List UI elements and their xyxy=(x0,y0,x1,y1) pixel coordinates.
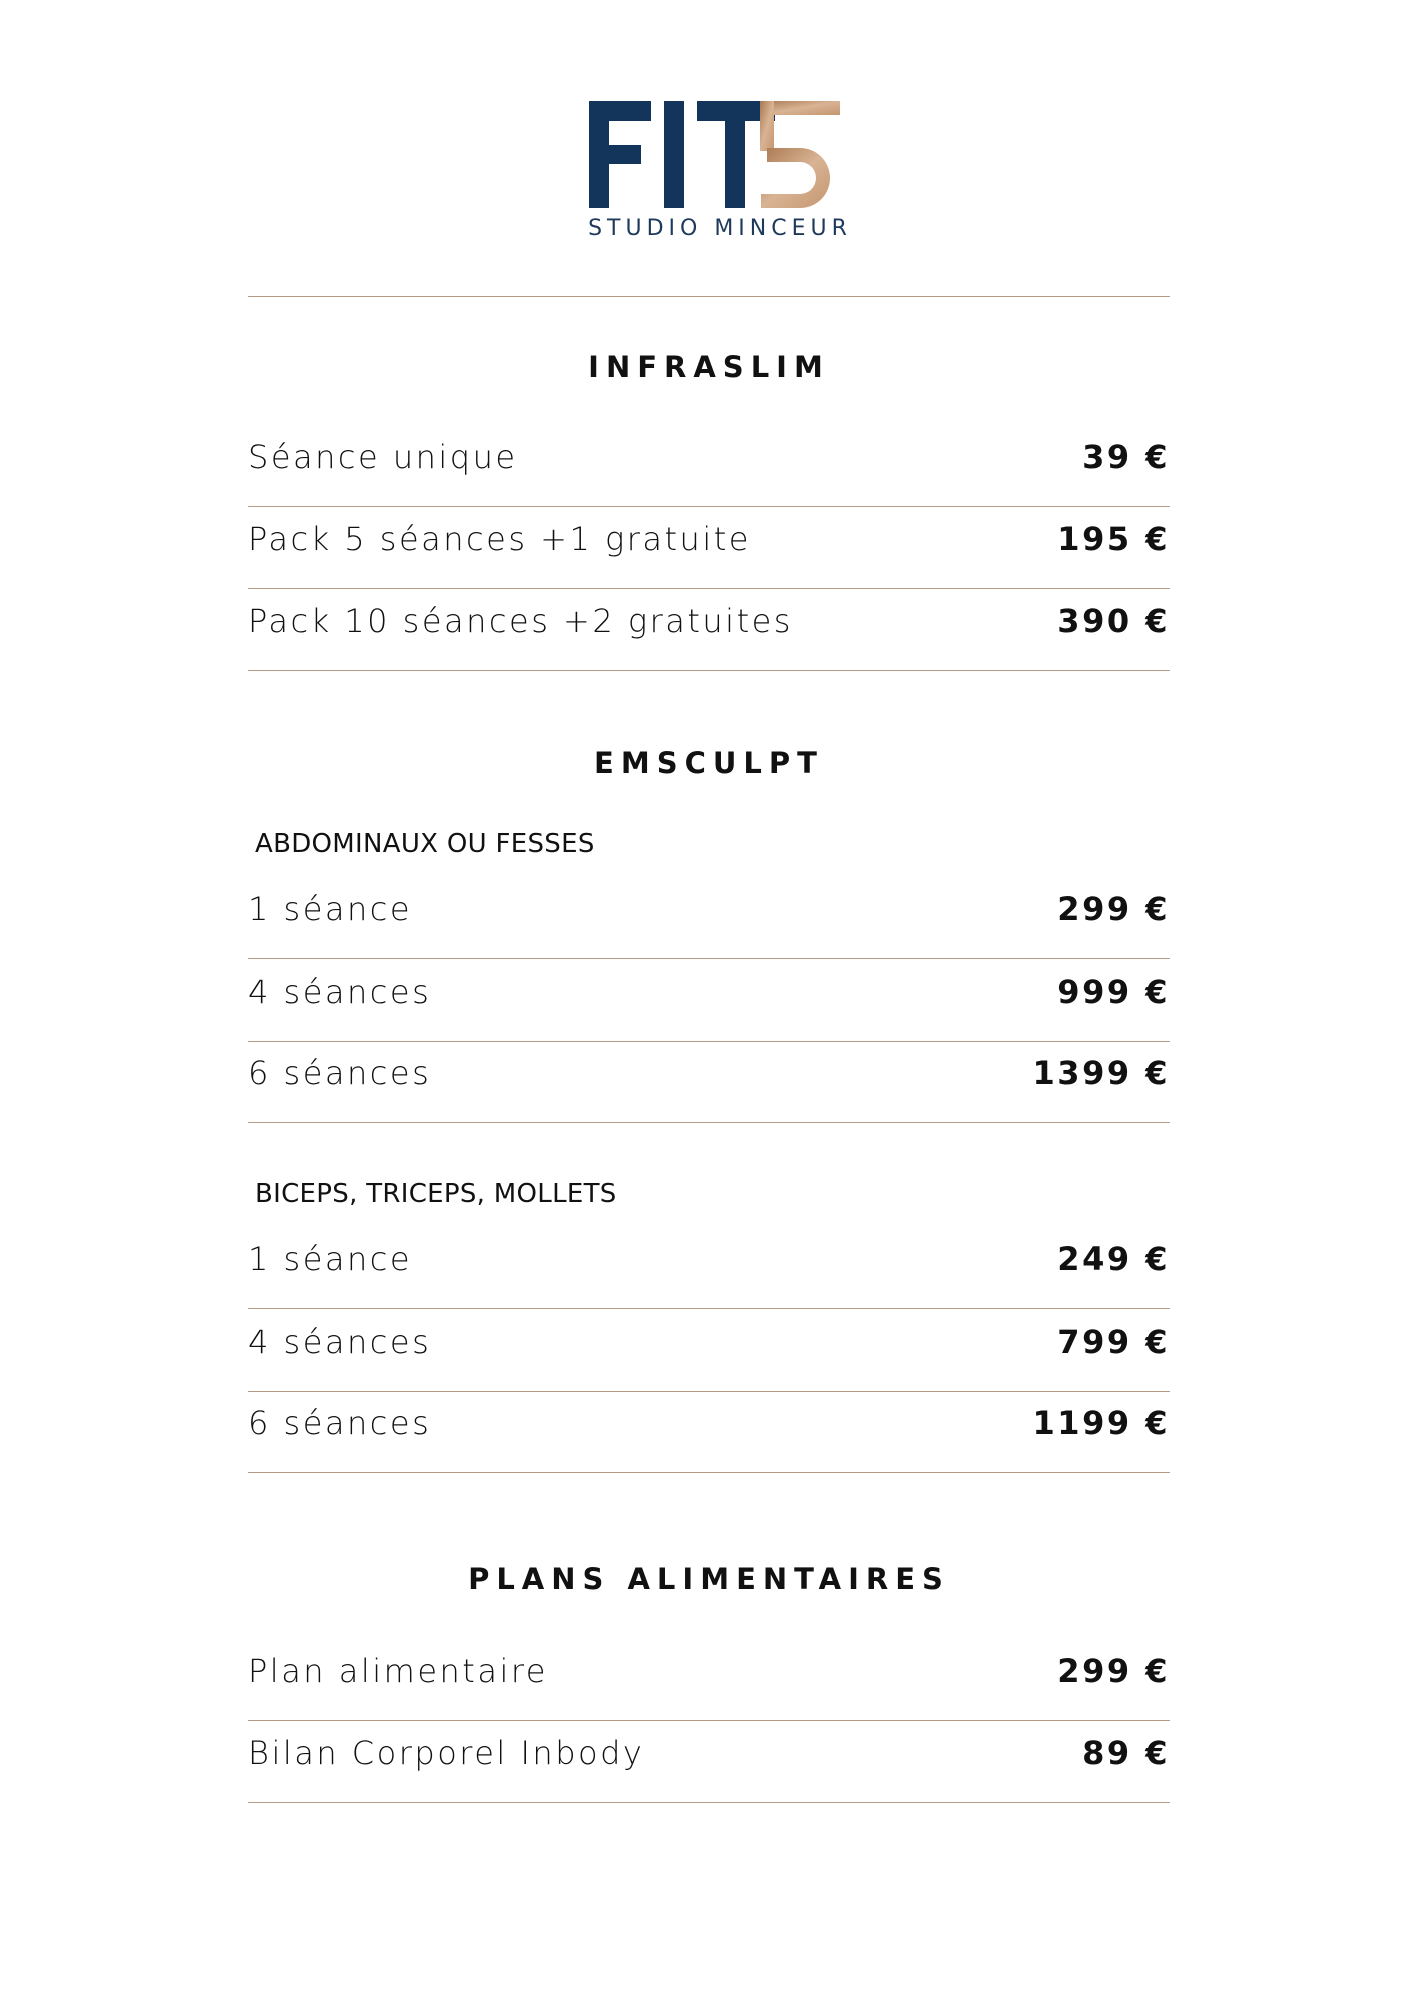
item-label: 6 séances xyxy=(248,1404,432,1442)
item-price: 1199 € xyxy=(1032,1404,1170,1442)
item-label: 4 séances xyxy=(248,973,432,1011)
price-row xyxy=(248,1048,1170,1128)
row-divider xyxy=(248,1802,1170,1803)
section-title-plans-alimentaires: PLANS ALIMENTAIRES xyxy=(468,1562,950,1596)
row-divider xyxy=(248,1122,1170,1123)
row-divider xyxy=(248,1472,1170,1473)
subsection-title: ABDOMINAUX OU FESSES xyxy=(255,829,595,859)
item-label: 4 séances xyxy=(248,1323,432,1361)
subsection-title: BICEPS, TRICEPS, MOLLETS xyxy=(255,1179,617,1209)
price-row xyxy=(248,1728,1170,1808)
item-price: 39 € xyxy=(1082,438,1170,476)
section-title-infraslim: INFRASLIM xyxy=(588,350,830,384)
item-price: 299 € xyxy=(1057,890,1170,928)
fit5-logo-mark xyxy=(585,96,855,211)
price-row xyxy=(248,514,1170,594)
item-price: 249 € xyxy=(1057,1240,1170,1278)
header-divider xyxy=(248,296,1170,297)
item-label: Pack 10 séances +2 gratuites xyxy=(248,602,793,640)
item-label: Bilan Corporel Inbody xyxy=(248,1734,645,1772)
item-label: 1 séance xyxy=(248,890,413,928)
row-divider xyxy=(248,670,1170,671)
row-divider xyxy=(248,506,1170,507)
row-divider xyxy=(248,1720,1170,1721)
item-label: 6 séances xyxy=(248,1054,432,1092)
price-row xyxy=(248,884,1170,964)
item-price: 299 € xyxy=(1057,1652,1170,1690)
item-label: Pack 5 séances +1 gratuite xyxy=(248,520,751,558)
row-divider xyxy=(248,588,1170,589)
price-row xyxy=(248,432,1170,512)
item-price: 195 € xyxy=(1057,520,1170,558)
row-divider xyxy=(248,1308,1170,1309)
row-divider xyxy=(248,958,1170,959)
item-price: 390 € xyxy=(1057,602,1170,640)
price-row xyxy=(248,1646,1170,1726)
price-row xyxy=(248,967,1170,1047)
brand-tagline: STUDIO MINCEUR xyxy=(588,216,852,241)
price-row xyxy=(248,1317,1170,1397)
item-price: 999 € xyxy=(1057,973,1170,1011)
price-row xyxy=(248,1398,1170,1478)
row-divider xyxy=(248,1041,1170,1042)
price-row xyxy=(248,1234,1170,1314)
price-row xyxy=(248,596,1170,676)
section-title-emsculpt: EMSCULPT xyxy=(594,746,824,780)
fit5-logo xyxy=(585,96,855,246)
row-divider xyxy=(248,1391,1170,1392)
item-label: Plan alimentaire xyxy=(248,1652,548,1690)
item-label: 1 séance xyxy=(248,1240,413,1278)
item-label: Séance unique xyxy=(248,438,518,476)
item-price: 1399 € xyxy=(1032,1054,1170,1092)
item-price: 89 € xyxy=(1082,1734,1170,1772)
item-price: 799 € xyxy=(1057,1323,1170,1361)
